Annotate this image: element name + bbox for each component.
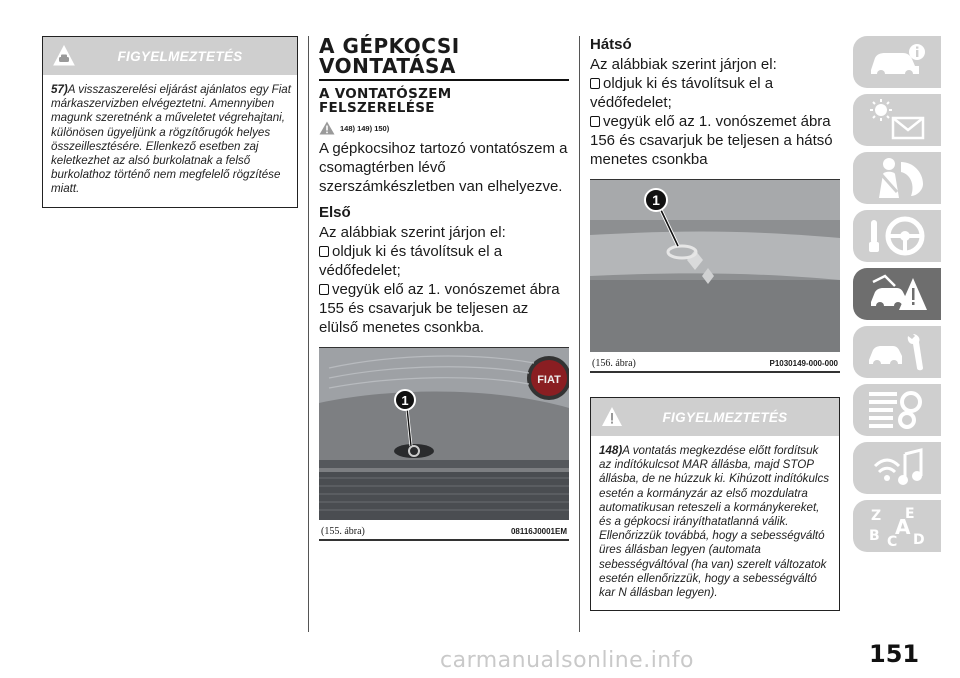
warning-lights-icon xyxy=(865,98,929,142)
warning-ref: 148) xyxy=(599,444,623,457)
column-divider-2 xyxy=(579,36,580,632)
front-lead: Az alábbiak szerint járjon el: xyxy=(319,224,506,241)
title-rule xyxy=(319,79,569,81)
svg-text:D: D xyxy=(913,532,925,548)
callout-label: 1 xyxy=(401,393,409,408)
warning-title: FIGYELMEZTETÉS xyxy=(117,48,243,64)
front-tow-hook-photo xyxy=(319,348,569,520)
maintenance-icon xyxy=(865,330,929,374)
svg-text:C: C xyxy=(887,534,898,548)
warning-box-148 xyxy=(590,397,840,611)
warning-title: FIGYELMEZTETÉS xyxy=(662,409,788,425)
emergency-icon xyxy=(865,272,929,316)
warning-car-icon xyxy=(53,45,75,67)
warning-triangle-icon xyxy=(601,406,623,428)
figure-155 xyxy=(319,347,569,541)
figure-caption: (156. ábra) P1030149-000-000 xyxy=(590,352,840,372)
svg-text:A: A xyxy=(895,515,911,539)
front-heading: Első xyxy=(319,204,351,221)
callout-label: 1 xyxy=(652,192,660,208)
warning-content: A visszaszerelési eljárást ajánlatos egy Fiat márkaszervizben elvégeztetni. Amennyiben magunk szeretnénk a műveletet végrehajtani, különösen ügyeljünk a rögzítőrugók helyes összeillesztésére. Ellenkező esetben zaj keletkezhet az alsó burkolatnak a felső burkolathoz történő nem megfelelő rögzítése miatt. xyxy=(51,83,291,196)
rear-step-2: vegyük elő az 1. vonószemet ábra 156 és csavarjuk be teljesen a hátsó menetes csonkba xyxy=(590,113,833,168)
figure-156 xyxy=(590,179,840,373)
tab-emergency[interactable] xyxy=(853,268,941,320)
safety-icon xyxy=(865,156,929,200)
tab-index[interactable] xyxy=(853,500,941,552)
warning-triangle-icon xyxy=(319,121,335,135)
front-step-2: vegyük elő az 1. vonószemet ábra 155 és csavarjuk be teljesen az elülső menetes csonkba. xyxy=(319,281,560,336)
svg-text:E: E xyxy=(905,506,915,522)
warning-ref: 57) xyxy=(51,83,68,96)
car-info-icon xyxy=(865,40,929,84)
warning-header xyxy=(43,37,297,75)
rear-step-1: oldjuk ki és távolítsuk el a védőfedelet; xyxy=(590,75,774,111)
tab-car-info[interactable] xyxy=(853,36,941,88)
rear-lead: Az alábbiak szerint járjon el: xyxy=(590,56,777,73)
right-column xyxy=(590,36,840,611)
tab-warning-lights[interactable] xyxy=(853,94,941,146)
checkbox-bullet-icon xyxy=(319,284,329,295)
section-title: A GÉPKOCSI VONTATÁSA xyxy=(319,34,460,78)
column-divider-1 xyxy=(308,36,309,632)
technical-data-icon xyxy=(865,388,929,432)
index-icon xyxy=(865,504,929,548)
middle-column xyxy=(319,36,569,541)
rear-tow-hook-photo xyxy=(590,180,840,352)
checkbox-bullet-icon xyxy=(590,78,600,89)
multimedia-icon xyxy=(865,446,929,490)
warning-header xyxy=(591,398,839,436)
warning-refs: 148) 149) 150) xyxy=(319,121,569,135)
left-column xyxy=(42,36,298,208)
rear-heading: Hátsó xyxy=(590,36,632,53)
intro-paragraph: A gépkocsihoz tartozó vontatószem a csomagtérben lévő szerszámkészletben van elhelyezve. xyxy=(319,140,568,195)
front-step-1: oldjuk ki és távolítsuk el a védőfedelet; xyxy=(319,243,503,279)
checkbox-bullet-icon xyxy=(319,246,329,257)
warning-content: A vontatás megkezdése előtt fordítsuk az indítókulcsot MAR állásba, majd STOP állásba, de ne húzzuk ki. Kihúzott indítókulcs esetén a kormányzár az első mozdulatra automatikusan reteszeli a kormánykereket, és a gépkocsi irányíthatatlanná válik. Ellenőrizzük továbbá, hogy a sebességváltó üres állásban legyen (automata sebességváltóval (ha van) szerelt változatok esetén ellenőrizzük, hogy a sebességváltó kar N állásban legyen). xyxy=(599,444,830,600)
warning-text xyxy=(43,75,297,207)
page-number: 151 xyxy=(869,640,920,668)
tab-technical-data[interactable] xyxy=(853,384,941,436)
tab-multimedia[interactable] xyxy=(853,442,941,494)
warning-text xyxy=(591,436,839,610)
svg-text:FIAT: FIAT xyxy=(537,374,561,386)
subsection-title: A VONTATÓSZEM FELSZERELÉSE xyxy=(319,86,452,116)
tab-starting-driving[interactable] xyxy=(853,210,941,262)
warning-box-57 xyxy=(42,36,298,208)
watermark: carmanualsonline.info xyxy=(440,648,694,673)
steering-wheel-icon xyxy=(865,214,929,258)
figure-caption: (155. ábra) 08116J0001EM xyxy=(319,520,569,540)
checkbox-bullet-icon xyxy=(590,116,600,127)
tab-safety[interactable] xyxy=(853,152,941,204)
svg-text:Z: Z xyxy=(871,508,882,524)
tab-maintenance[interactable] xyxy=(853,326,941,378)
chapter-tabs xyxy=(853,36,941,558)
svg-text:B: B xyxy=(869,528,880,544)
